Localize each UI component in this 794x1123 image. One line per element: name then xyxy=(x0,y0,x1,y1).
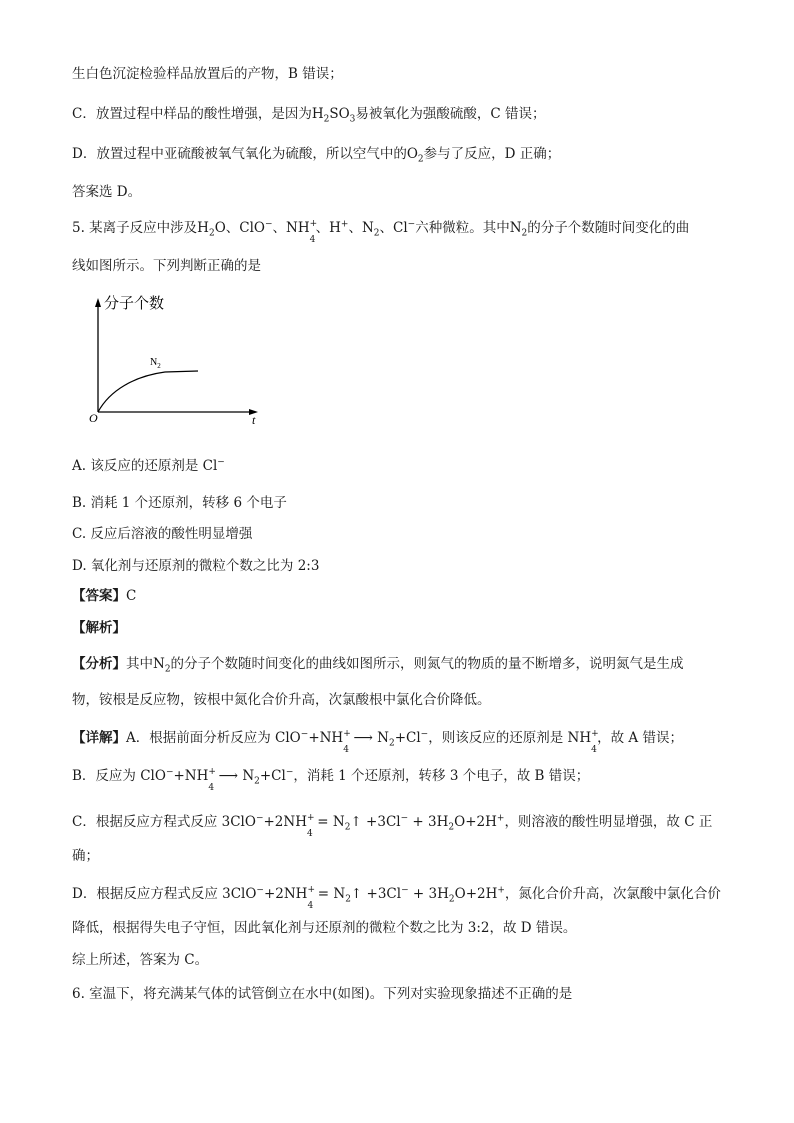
question-5-stem-cont: 线如图所示。下列判断正确的是 xyxy=(72,258,261,274)
summary-line: 综上所述，答案为 C。 xyxy=(72,952,209,968)
text-line: C．放置过程中样品的酸性增强，是因为$H_2SO_3$易被氧化为强酸硫酸，C 错误； xyxy=(72,106,546,125)
analysis-heading: 【解析】 xyxy=(72,620,126,636)
detail-d: D．根据反应方程式反应 3ClO−+2NH + 4 = $N_2↑ +3Cl^- + 3H_2O+2H^+$，氮化合价升高，次氯酸中氯化合价 xyxy=(72,885,721,911)
detail-c: C．根据反应方程式反应 3ClO−+2NH + 4 = $N_2↑ +3Cl^- + 3H_2O+2H^+$，则溶液的酸性明显增强，故 C 正 xyxy=(72,813,713,839)
option-c: C. 反应后溶液的酸性明显增强 xyxy=(72,526,253,542)
option-d: D. 氧化剂与还原剂的微粒个数之比为 2:3 xyxy=(72,558,320,574)
y-axis-arrow-icon xyxy=(95,298,101,307)
y-axis-label: 分子个数 xyxy=(104,294,165,312)
n2-curve-figure xyxy=(80,290,270,430)
n2-curve xyxy=(98,371,198,412)
detail-b: B．反应为 ClO−+NH + 4 ⟶ $N_2+Cl^-$，消耗 1 个还原剂，转移 3 个电子，故 B 错误； xyxy=(72,767,590,793)
text-line: D．放置过程中亚硫酸被氧气氧化为硫酸，所以空气中的$O_2$参与了反应，D 正确； xyxy=(72,146,561,165)
option-b: B. 消耗 1 个还原剂，转移 6 个电子 xyxy=(72,495,287,511)
option-a: A. 该反应的还原剂是 Cl− xyxy=(72,457,225,474)
text-line: 生白色沉淀检验样品放置后的产物，B 错误； xyxy=(72,66,343,82)
detail-c-cont: 确； xyxy=(72,848,99,864)
curve-label: $N_2$ xyxy=(150,357,161,370)
origin-label: O xyxy=(89,411,98,425)
answer-line: 【答案】C xyxy=(72,588,137,604)
question-6-stem: 6. 室温下，将充满某气体的试管倒立在水中(如图)。下列对实验现象描述不正确的是 xyxy=(72,986,573,1002)
text-line: 答案选 D。 xyxy=(72,184,142,200)
question-5-stem: 5. 某离子反应中涉及$H_2O$、ClO−、NH + 4 、H+、$N_2$、Cl−六种微粒。其中$N_2$的分子个数随时间变化的曲 xyxy=(72,219,690,245)
analysis-line: 【分析】其中$N_2$的分子个数随时间变化的曲线如图所示，则氮气的物质的量不断增多，说明氮气是生成 xyxy=(72,656,684,675)
detail-d-cont: 降低，根据得失电子守恒，因此氧化剂与还原剂的微粒个数之比为 3:2，故 D 错误。 xyxy=(72,920,577,936)
detail-a: 【详解】A．根据前面分析反应为 ClO−+NH + 4 ⟶ $N_2+Cl^-$，则该反应的还原剂是 NH + 4 ，故 A 错误； xyxy=(72,729,683,755)
x-axis-label: t xyxy=(252,413,256,427)
analysis-line: 物，铵根是反应物，铵根中氮化合价升高，次氯酸根中氯化合价降低。 xyxy=(72,692,491,708)
